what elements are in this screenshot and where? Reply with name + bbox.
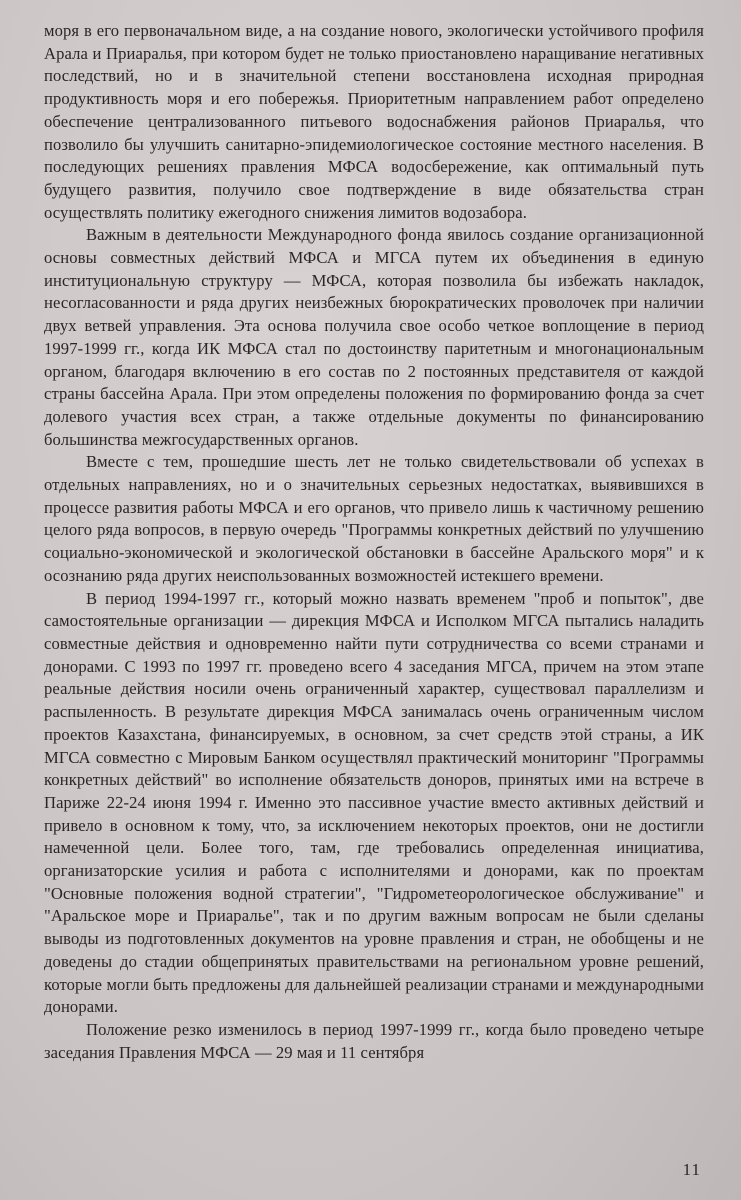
paragraph-1: моря в его первоначальном виде, а на создание нового, экологически устойчивого профиля Арала и Приаралья, при котором будет не только приостановлено наращивание негативных последствий, но и в значительной степени восстановлена исходная природная продуктивность моря и его побережья. Приоритетным направлением работ определено обеспечение централизованного питьевого водоснабжения районов Приаралья, что позволило бы улучшить санитарно-эпидемиологическое состояние местного населения. В последующих решениях правления МФСА водосбережение, как оптимальный путь будущего развития, получило свое подтверждение в виде обязательства стран осуществлять политику ежегодного снижения лимитов водозабора. xyxy=(44,21,704,222)
body-text xyxy=(44,20,704,1064)
page-number: 11 xyxy=(682,1160,701,1179)
paragraph-4: В период 1994-1997 гг., который можно назвать временем "проб и попыток", две самостоятельные организации — дирекция МФСА и Исполком МГСА пытались наладить совместные действия и одновременно найти пути сотрудничества со всеми странами и донорами. С 1993 по 1997 гг. проведено всего 4 заседания МГСА, причем на этом этапе реальные действия носили очень ограниченный характер, существовал параллелизм и распыленность. В результате дирекция МФСА занималась очень ограниченным числом проектов Казахстана, финансируемых, в основном, за счет средств этой страны, а ИК МГСА совместно с Мировым Банком осуществлял практический мониторинг "Программы конкретных действий" во исполнение обязательств доноров, принятых ими на встрече в Париже 22-24 июня 1994 г. Именно это пассивное участие вместо активных действий и привело в основном к тому, что, за исключением некоторых проектов, они не достигли намеченной цели. Более того, там, где требовались определенная инициатива, организаторские усилия и работа с исполнителями и донорами, как по проектам "Основные положения водной стратегии", "Гидрометеорологическое обслуживание" и "Аральское море и Приаралье", так и по другим важным вопросам не были сделаны выводы из подготовленных документов на уровне правления и стран, не обобщены и не доведены до стадии общепринятых правительствами на региональном уровне решений, которые могли быть предложены для дальнейшей реализации странами и международными донорами. xyxy=(44,588,704,1017)
paragraph-5: Положение резко изменилось в период 1997-1999 гг., когда было проведено четыре заседания Правления МФСА — 29 мая и 11 сентября xyxy=(44,1019,704,1062)
paragraph-3: Вместе с тем, прошедшие шесть лет не только свидетельствовали об успехах в отдельных направлениях, но и о значительных серьезных недостатках, выявившихся в процессе развития работы МФСА и его органов, что привело лишь к частичному решению целого ряда вопросов, в первую очередь "Программы конкретных действий по улучшению социально-экономической и экологической обстановки в бассейне Аральского моря" и к осознанию ряда других неиспользованных возможностей истекшего времени. xyxy=(44,452,704,585)
paragraph-2: Важным в деятельности Международного фонда явилось создание организационной основы совместных действий МФСА и МГСА путем их объединения в единую институциональную структуру — МФСА, которая позволила бы избежать накладок, несогласованности и ряда других неизбежных бюрократических проволочек при наличии двух ветвей управления. Эта основа получила свое особо четкое воплощение в период 1997-1999 гг., когда ИК МФСА стал по достоинству паритетным и многонациональным органом, благодаря включению в его состав по 2 постоянных представителя от каждой страны бассейна Арала. При этом определены положения по формированию фонда за счет долевого участия всех стран, а также отдельные документы по финансированию большинства межгосударственных органов. xyxy=(44,225,704,449)
